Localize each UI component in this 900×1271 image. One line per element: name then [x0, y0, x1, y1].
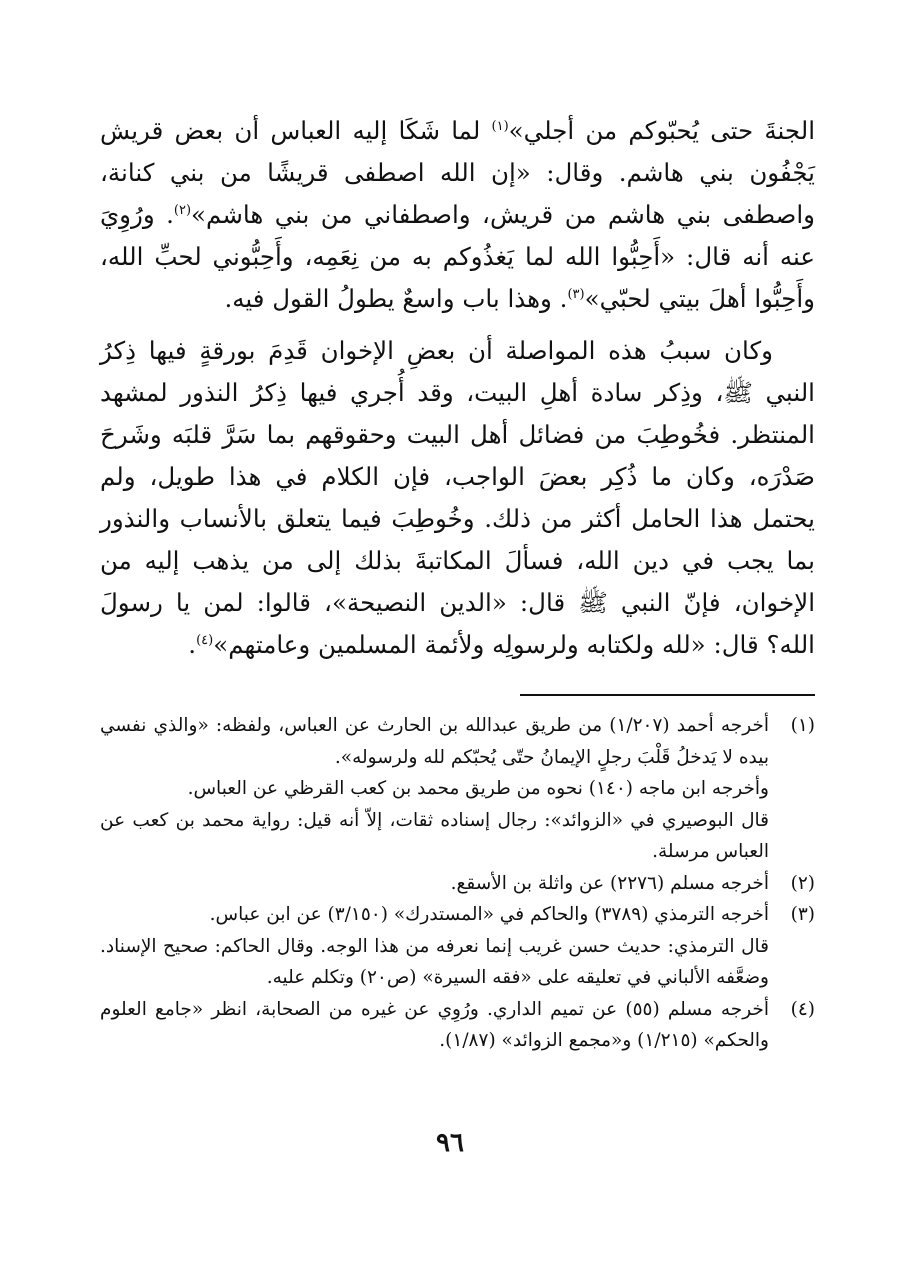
footnote-2	[100, 868, 815, 900]
text-run: لما شَكَا إليه العباس أن بعض قريش يَجْفُون بني هاشم. وقال: «إن الله اصطفى قريشًا من بني كنانة، واصطفى بني هاشم من قريش، واصطفاني من بني هاشم»	[100, 116, 815, 229]
footnote-ref-4[interactable]: (٤)	[196, 632, 214, 648]
book-page	[100, 110, 815, 1170]
footnote-3	[100, 899, 815, 994]
footnote-number: (٢)	[790, 872, 815, 894]
footnote-separator	[520, 694, 815, 696]
footnote-ref-3[interactable]: (٣)	[567, 286, 585, 302]
text-run: . وهذا باب واسعٌ يطولُ القول فيه.	[224, 284, 568, 313]
paragraph-1	[100, 110, 815, 320]
text-run: الجنةَ حتى يُحبّوكم من أجلي»	[508, 116, 816, 145]
footnote-body	[100, 899, 769, 994]
footnote-line: وأخرجه ابن ماجه (١٤٠) نحوه من طريق محمد بن كعب القرظي عن العباس.	[187, 778, 769, 799]
text-run: . ورُوِيَ عنه أنه قال: «أَحِبُّوا الله لما يَغذُوكم به من نِعَمِه، وأَحِبُّوني لحبِّ الله، وأَحِبُّوا أهلَ بيتي لحبّي»	[100, 200, 815, 313]
footnote-body	[100, 868, 769, 900]
footnote-body	[100, 994, 769, 1057]
footnote-number: (١)	[790, 715, 815, 736]
footnote-line: قال البوصيري في «الزوائد»: رجال إسناده ثقات، إلاّ أنه قيل: رواية محمد بن كعب عن العباس مرسلة.	[100, 809, 769, 862]
page-number: ٩٦	[436, 1128, 464, 1158]
footnote-number: (٣)	[790, 904, 815, 925]
footnote-1	[100, 710, 815, 868]
footnotes	[100, 710, 815, 1057]
text-run: .	[188, 630, 197, 659]
footnote-line: أخرجه أحمد (١/٢٠٧) من طريق عبدالله بن الحارث عن العباس، ولفظه: «والذي نفسي بيده لا يَدخلُ قَلْبَ رجلٍ الإيمانُ حتّى يُحبّكم لله ولرسوله».	[100, 715, 769, 768]
footnote-number: (٤)	[790, 998, 815, 1020]
footnote-line: أخرجه الترمذي (٣٧٨٩) والحاكم في «المستدرك» (٣/١٥٠) عن ابن عباس.	[209, 904, 769, 925]
footnote-line: قال الترمذي: حديث حسن غريب إنما نعرفه من هذا الوجه. وقال الحاكم: صحيح الإسناد. وضعَّفه الألباني في تعليقه على «فقه السيرة» (ص٢٠) وتكلم عليه.	[100, 935, 769, 988]
footnote-4	[100, 994, 815, 1057]
footnote-ref-1[interactable]: (١)	[491, 118, 509, 134]
footnote-body	[100, 710, 769, 868]
footnote-ref-2[interactable]: (٢)	[173, 202, 192, 218]
text-run: وكان سببُ هذه المواصلة أن بعضِ الإخوان قَدِمَ بورقةٍ فيها ذِكرُ النبي ﷺ، وذِكر سادة أهلِ البيت، وقد أُجري فيها ذِكرُ النذور لمشهد المنتظر. فخُوطِبَ من فضائل أهل البيت وحقوقهم بما سَرَّ قلبَه وشَرحَ صَدْرَه، وكان ما ذُكِر بعضَ الواجب، فإن الكلام في هذا طويل، ولم يحتمل هذا الحامل أكثر من ذلك. وخُوطِبَ فيما يتعلق بالأنساب والنذور بما يجب في دين الله، فسألَ المكاتبةَ بذلك إلى من يذهب إليه من الإخوان، فإنّ النبي ﷺ قال: «الدين النصيحة»، قالوا: لمن يا رسولَ الله؟ قال: «لله ولكتابه ولرسولِه ولأئمة المسلمين وعامتهم»	[100, 336, 815, 659]
paragraph-2	[100, 330, 815, 666]
footnote-line: أخرجه مسلم (٥٥) عن تميم الداري. ورُوِي عن غيره من الصحابة، انظر «جامع العلوم والحكم» (١/٢١٥) و«مجمع الزوائد» (١/٨٧).	[100, 998, 769, 1051]
main-text	[100, 110, 815, 666]
footnote-line: أخرجه مسلم (٢٢٧٦) عن واثلة بن الأسقع.	[450, 872, 769, 894]
